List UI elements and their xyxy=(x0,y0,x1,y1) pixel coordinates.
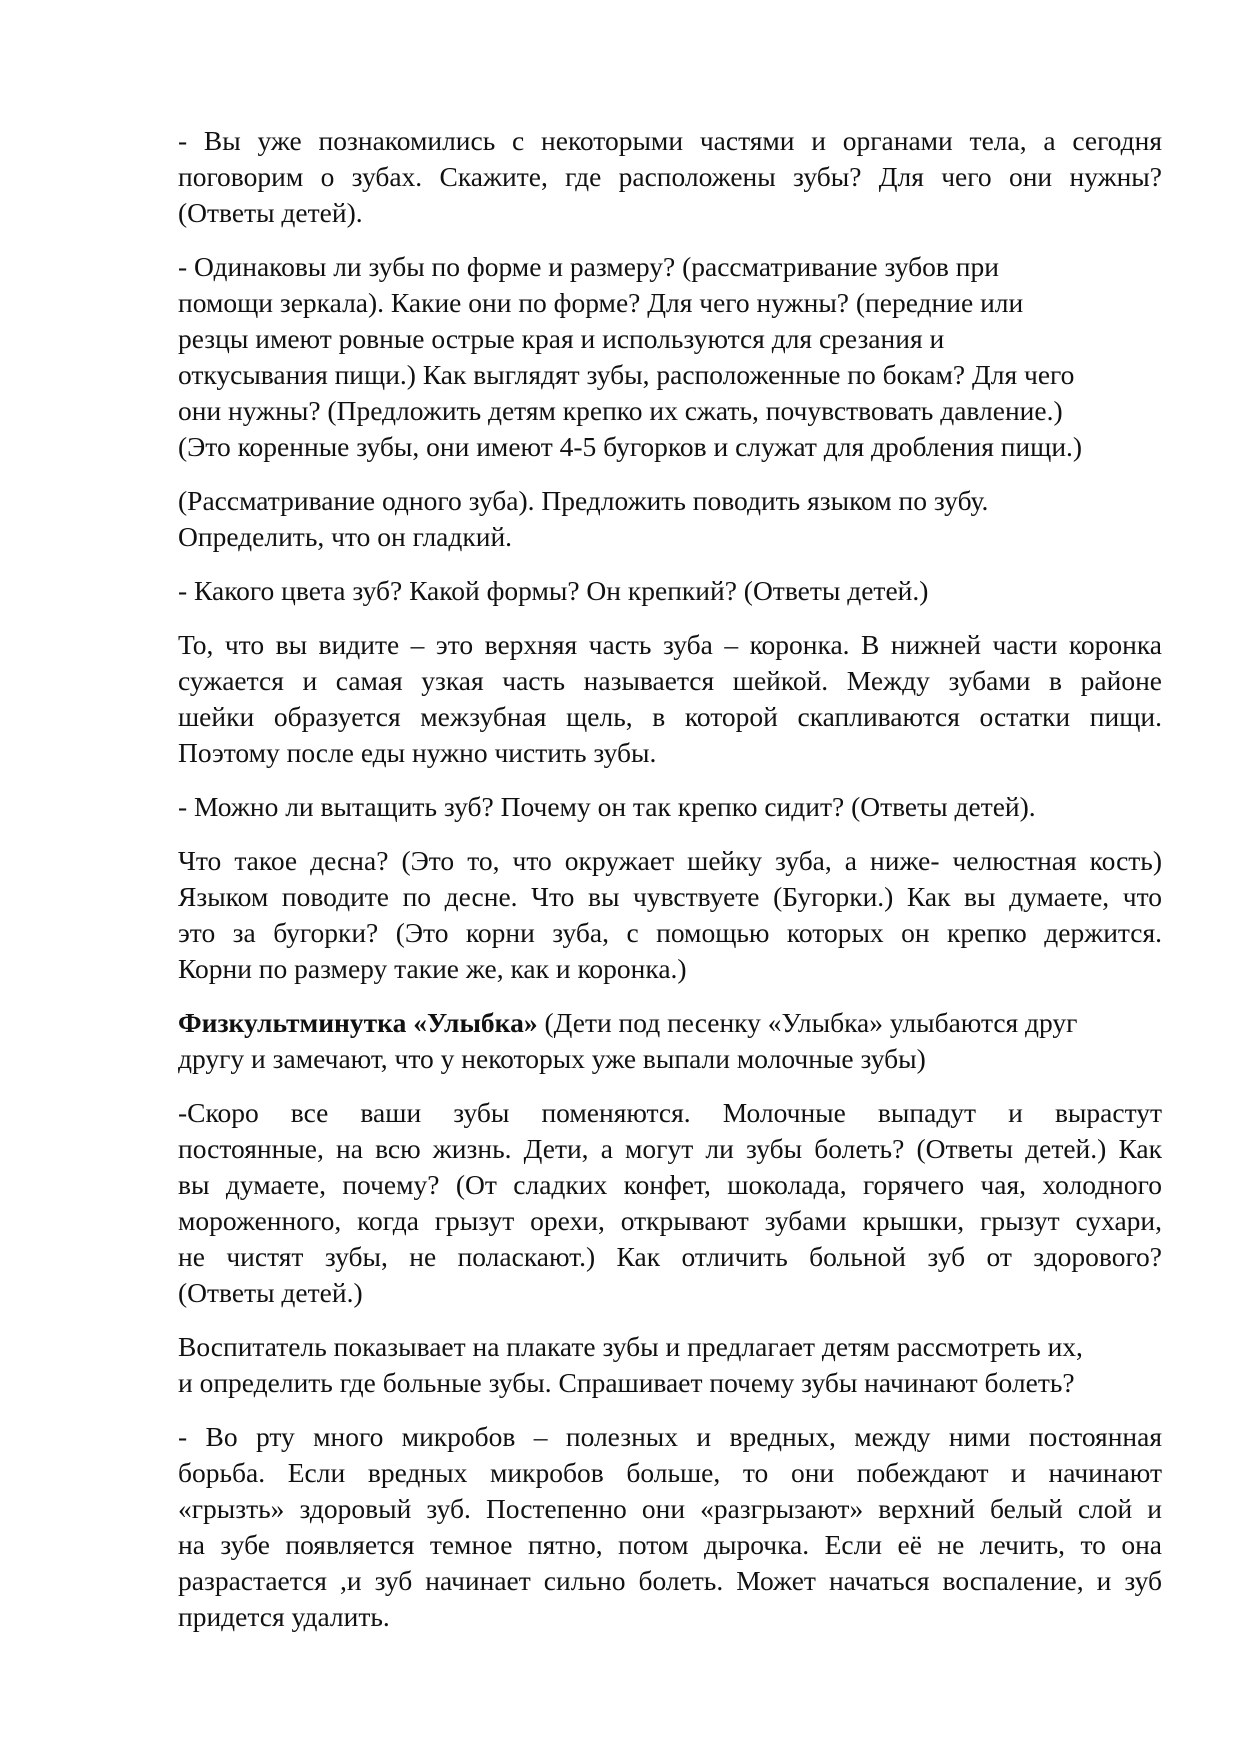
text-line: - Одинаковы ли зубы по форме и размеру? (рассматривание зубов при xyxy=(178,251,999,282)
text-line: «грызть» здоровый зуб. Постепенно они «разгрызают» верхний белый слой и xyxy=(178,1493,1162,1524)
text-line: придется удалить. xyxy=(178,1601,390,1632)
text-line: помощи зеркала). Какие они по форме? Для чего нужны? (передние или xyxy=(178,287,1024,318)
text-line: - Вы уже познакомились с некоторыми частями и органами тела, а сегодня xyxy=(178,125,1162,156)
paragraph xyxy=(178,789,1162,825)
paragraph xyxy=(178,1329,1162,1401)
text-line: (Это коренные зубы, они имеют 4-5 бугорков и служат для дробления пищи.) xyxy=(178,431,1083,462)
text-line: другу и замечают, что у некоторых уже выпали молочные зубы) xyxy=(178,1043,926,1074)
text-line: сужается и самая узкая часть называется шейкой. Между зубами в районе xyxy=(178,665,1162,696)
text-line: Корни по размеру такие же, как и коронка.) xyxy=(178,953,687,984)
paragraph xyxy=(178,249,1162,465)
paragraph xyxy=(178,1005,1162,1077)
text-line: (Ответы детей.) xyxy=(178,1277,363,1308)
paragraph xyxy=(178,627,1162,771)
text-line: -Скоро все ваши зубы поменяются. Молочные выпадут и вырастут xyxy=(178,1097,1162,1128)
paragraph xyxy=(178,1095,1162,1311)
paragraph xyxy=(178,1419,1162,1635)
text-line: Воспитатель показывает на плакате зубы и предлагает детям рассмотреть их, xyxy=(178,1331,1083,1362)
paragraph xyxy=(178,843,1162,987)
text-line: разрастается ,и зуб начинает сильно болеть. Может начаться воспаление, и зуб xyxy=(178,1565,1162,1596)
text-line: вы думаете, почему? (От сладких конфет, шоколада, горячего чая, холодного xyxy=(178,1169,1162,1200)
text-line: - Можно ли вытащить зуб? Почему он так крепко сидит? (Ответы детей). xyxy=(178,791,1036,822)
text-line: они нужны? (Предложить детям крепко их сжать, почувствовать давление.) xyxy=(178,395,1063,426)
text-line: мороженного, когда грызут орехи, открывают зубами крышки, грызут сухари, xyxy=(178,1205,1162,1236)
paragraph xyxy=(178,123,1162,231)
text-line xyxy=(178,1005,1162,1041)
paragraph xyxy=(178,573,1162,609)
text-line: Языком поводите по десне. Что вы чувствуете (Бугорки.) Как вы думаете, что xyxy=(178,881,1162,912)
text-line: откусывания пищи.) Как выглядят зубы, расположенные по бокам? Для чего xyxy=(178,359,1075,390)
text-line: постоянные, на всю жизнь. Дети, а могут ли зубы болеть? (Ответы детей.) Как xyxy=(178,1133,1162,1164)
text-line: поговорим о зубах. Скажите, где расположены зубы? Для чего они нужны? xyxy=(178,161,1162,192)
text-line: резцы имеют ровные острые края и используются для срезания и xyxy=(178,323,945,354)
text-line: шейки образуется межзубная щель, в которой скапливаются остатки пищи. xyxy=(178,701,1162,732)
text-line: борьба. Если вредных микробов больше, то они побеждают и начинают xyxy=(178,1457,1162,1488)
paragraph xyxy=(178,483,1162,555)
text-line: (Ответы детей). xyxy=(178,197,363,228)
text-line: (Рассматривание одного зуба). Предложить поводить языком по зубу. xyxy=(178,485,989,516)
text-line: и определить где больные зубы. Спрашивает почему зубы начинают болеть? xyxy=(178,1367,1075,1398)
text-line: Определить, что он гладкий. xyxy=(178,521,513,552)
text-line: - Какого цвета зуб? Какой формы? Он крепкий? (Ответы детей.) xyxy=(178,575,929,606)
bold-heading: Физкультминутка «Улыбка» xyxy=(178,1007,538,1038)
document-page xyxy=(178,123,1162,1653)
text-line: это за бугорки? (Это корни зуба, с помощью которых он крепко держится. xyxy=(178,917,1162,948)
text-line: То, что вы видите – это верхняя часть зуба – коронка. В нижней части коронка xyxy=(178,629,1162,660)
text-line: Что такое десна? (Это то, что окружает шейку зуба, а ниже- челюстная кость) xyxy=(178,845,1162,876)
text-line: Поэтому после еды нужно чистить зубы. xyxy=(178,737,657,768)
text-line: не чистят зубы, не поласкают.) Как отличить больной зуб от здорового? xyxy=(178,1241,1162,1272)
text-line: на зубе появляется темное пятно, потом дырочка. Если её не лечить, то она xyxy=(178,1529,1162,1560)
text-run: (Дети под песенку «Улыбка» улыбаются друг xyxy=(537,1007,1078,1038)
text-line: - Во рту много микробов – полезных и вредных, между ними постоянная xyxy=(178,1421,1162,1452)
